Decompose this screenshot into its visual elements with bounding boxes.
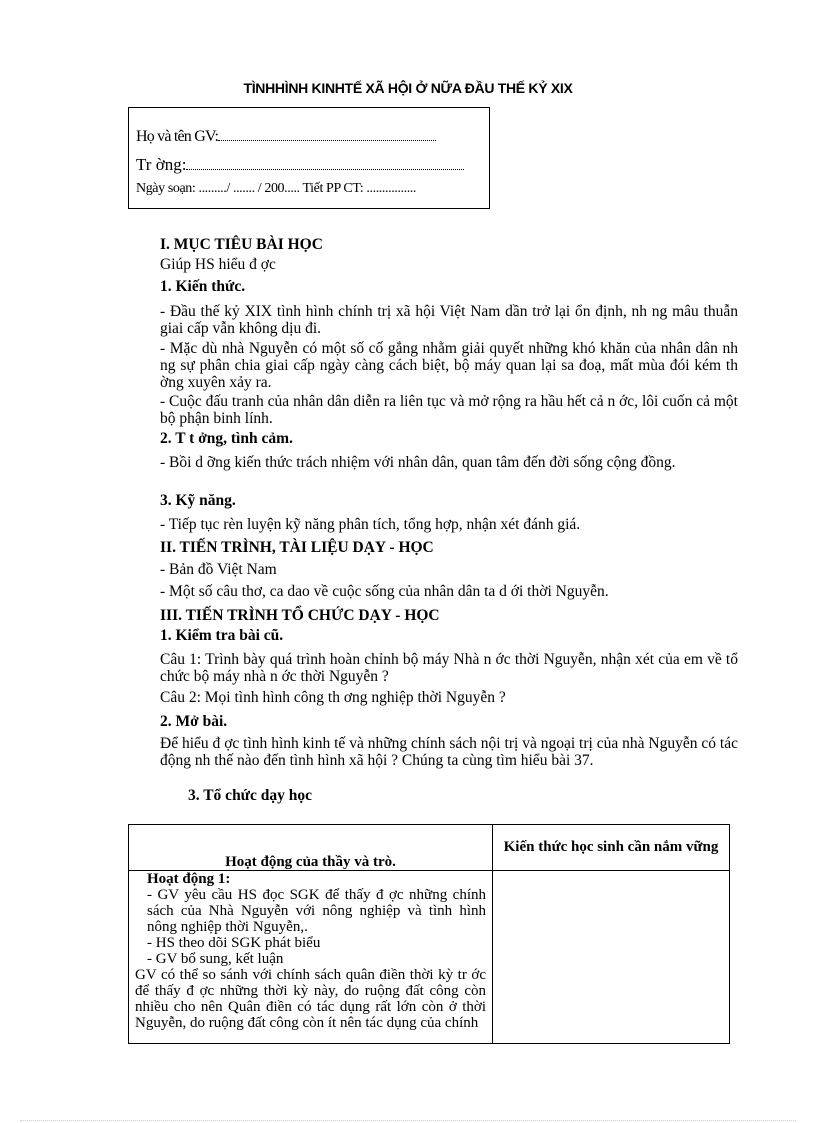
section-1-2-paragraph: - Bồi d ỡng kiến thức trách nhiệm với nhân dân, quan tâm đến đời sống cộng đồng. <box>160 454 676 471</box>
school-label: Tr ờng: <box>136 155 187 174</box>
section-2-heading: II. TIẾN TRÌNH, TÀI LIỆU DẠY - HỌC <box>160 539 434 556</box>
school-line <box>136 155 481 175</box>
teacher-name-blank <box>218 140 436 141</box>
section-2-paragraph-2: - Một số câu thơ, ca dao về cuộc sống của nhân dân ta d ới thời Nguyễn. <box>160 583 609 600</box>
section-3-3-heading: 3. Tổ chức dạy học <box>188 787 312 804</box>
column-header-knowledge: Kiến thức học sinh cần nắm vững <box>493 825 730 871</box>
activity-title: Hoạt động 1: <box>147 871 231 887</box>
section-1-1-heading: 1. Kiến thức. <box>160 278 246 295</box>
activity-line: GV có thể so sánh với chính sách quân điền thời kỳ tr ớc để thấy đ ợc những thời kỳ này, do ruộng đất công còn nhiều cho nên Quân điền có tác dụng rất lớn còn ở thời Nguyễn, do ruộng đất công còn ít nên tác dụng của chính <box>135 967 486 1031</box>
section-3-1-heading: 1. Kiểm tra bài cũ. <box>160 627 284 644</box>
section-3-1-paragraph-1: Câu 1: Trình bày quá trình hoàn chỉnh bộ máy Nhà n ớc thời Nguyễn, nhận xét của em về tổ chức bộ máy nhà n ớc thời Nguyễn ? <box>160 651 738 685</box>
table-header-row <box>129 825 730 871</box>
section-1-1-paragraph-3: - Cuộc đấu tranh của nhân dân diễn ra liên tục và mở rộng ra hầu hết cả n ớc, lôi cuốn cả một bộ phận binh lính. <box>160 393 738 427</box>
document-title: TÌNHHÌNH KINHTẾ XÃ HỘI Ở NỮA ĐẦU THẾ KỶ XIX <box>243 80 573 96</box>
section-1-heading: I. MỤC TIÊU BÀI HỌC <box>160 236 323 253</box>
teacher-name-label: Họ và tên GV: <box>136 128 219 145</box>
section-1-3-paragraph: - Tiếp tục rèn luyện kỹ năng phân tích, tổng hợp, nhận xét đánh giá. <box>160 516 581 533</box>
knowledge-cell <box>493 871 730 1044</box>
table-row <box>129 871 730 1044</box>
section-1-3-heading: 3. Kỹ năng. <box>160 492 236 509</box>
teacher-name-line <box>136 128 481 146</box>
section-3-heading: III. TIẾN TRÌNH TỔ CHỨC DẠY - HỌC <box>160 607 440 624</box>
activity-cell <box>129 871 493 1044</box>
date-line: Ngày soạn: ........./ ....... / 200..... Tiết PP CT: ................ <box>136 181 416 196</box>
lesson-body <box>160 236 738 804</box>
school-blank <box>186 169 464 170</box>
column-header-activities: Hoạt động của thầy và trò. <box>129 825 493 871</box>
section-1-2-heading: 2. T t ởng, tình cảm. <box>160 430 293 447</box>
activity-table <box>128 824 730 1044</box>
section-1-intro: Giúp HS hiểu đ ợc <box>160 256 276 273</box>
section-1-1-paragraph-2: - Mặc dù nhà Nguyễn có một số cố gắng nhằm giải quyết những khó khăn của nhân dân nh ng sự phân chia giai cấp ngày càng cách biệt, bộ máy quan lại sa đoạ, mất mùa đói kém th ờng xuyên xảy ra. <box>160 340 738 391</box>
page-footer-divider <box>20 1120 796 1121</box>
activity-line: - GV yêu cầu HS đọc SGK để thấy đ ợc những chính sách của Nhà Nguyễn với nông nghiệp và tình hình nông nghiệp thời Nguyễn,. <box>147 887 486 935</box>
teacher-info-box <box>128 107 490 209</box>
section-3-1-paragraph-2: Câu 2: Mọi tình hình công th ơng nghiệp thời Nguyễn ? <box>160 689 506 706</box>
section-2-paragraph-1: - Bản đồ Việt Nam <box>160 561 277 578</box>
section-3-2-heading: 2. Mở bài. <box>160 713 228 730</box>
activity-line: - GV bổ sung, kết luận <box>147 951 284 967</box>
section-1-1-paragraph-1: - Đầu thế kỷ XIX tình hình chính trị xã hội Việt Nam dần trở lại ổn định, nh ng mâu thuẫn giai cấp vẫn không dịu đi. <box>160 303 738 337</box>
activity-line: - HS theo dõi SGK phát biểu <box>147 935 321 951</box>
section-3-2-paragraph: Để hiểu đ ợc tình hình kinh tế và những chính sách nội trị và ngoại trị của nhà Nguyễn có tác động nh thế nào đến tình hình xã hội ? Chúng ta cùng tìm hiểu bài 37. <box>160 735 738 769</box>
